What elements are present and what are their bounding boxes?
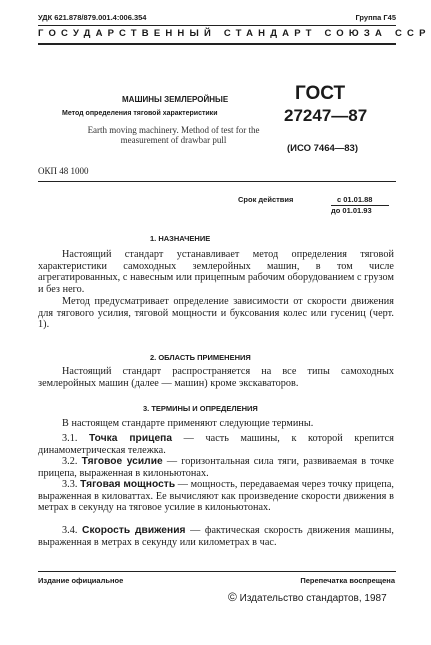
term-3-4-definition: — фактическая скорость движения машины, выраженная в метрах в секунду или километрах в час. [38, 525, 395, 548]
section-3-title: 3. ТЕРМИНЫ И ОПРЕДЕЛЕНИЯ [143, 404, 258, 413]
gost-label: ГОСТ [295, 83, 346, 104]
copyright [228, 590, 387, 604]
reprint-notice: Перепечатка воспрещена [300, 576, 395, 585]
gos-standard-banner: ГОСУДАРСТВЕННЫЙ СТАНДАРТ СОЮЗА ССР [38, 28, 431, 39]
term-3-1-definition: — часть машины, к которой крепится динамометрическая тележка. [38, 433, 394, 456]
copyright-icon: © [228, 590, 237, 604]
validity-to: до 01.01.93 [331, 206, 372, 215]
okp-code: ОКП 48 1000 [38, 166, 89, 176]
term-3-3-name: Тяговая мощность [80, 479, 176, 490]
method-title-ru: Метод определения тяговой характеристики [62, 110, 218, 117]
term-3-1 [38, 433, 394, 456]
copyright-text: Издательство стандартов, 1987 [239, 593, 387, 604]
section-1-paragraph-1: Настоящий стандарт устанавливает метод определения тяговой характеристики самоходных землеройных машин, в том числе агрегатированных, с навесным или прицепным рабочим оборудованием с грузом и без него. [38, 249, 394, 295]
section-2-title: 2. ОБЛАСТЬ ПРИМЕНЕНИЯ [150, 353, 251, 362]
header-rule-bottom [38, 43, 396, 45]
udk-code: УДК 621.878/879.001.4:006.354 [38, 13, 147, 22]
section-1-paragraph-2: Метод предусматривает определение зависимости от скорости движения для тягового усилия, тяговой мощности и буксования колес или гусениц (черт. 1). [38, 296, 394, 331]
group-code: Группа Г45 [355, 13, 396, 22]
term-3-2-number: 3.2. [62, 456, 78, 467]
validity-from: с 01.01.88 [337, 195, 373, 204]
term-3-4-number: 3.4. [62, 525, 78, 536]
gost-number: 27247—87 [284, 106, 368, 125]
term-3-3 [38, 479, 394, 514]
document-title: МАШИНЫ ЗЕМЛЕРОЙНЫЕ [122, 95, 229, 104]
section-1-title: 1. НАЗНАЧЕНИЕ [150, 234, 211, 243]
section-2-paragraph-1: Настоящий стандарт распространяется на все типы самоходных землеройных машин (далее — машин) кроме экскаваторов. [38, 366, 394, 389]
title-rule [38, 181, 396, 182]
validity-label: Срок действия [238, 195, 294, 204]
term-3-3-number: 3.3. [62, 479, 78, 490]
term-3-4 [38, 525, 394, 548]
term-3-4-name: Скорость движения [82, 525, 186, 536]
term-3-1-name: Точка прицепа [89, 433, 173, 444]
term-3-2-definition: — горизонтальная сила тяги, развиваемая в точке прицепа, выраженная в килоньютонах. [38, 456, 394, 479]
term-3-1-number: 3.1. [62, 433, 78, 444]
iso-reference: (ИСО 7464—83) [287, 143, 359, 154]
footer-rule [38, 571, 396, 572]
term-3-2-name: Тяговое усилие [81, 456, 163, 467]
section-3-intro: В настоящем стандарте применяют следующие термины. [62, 418, 314, 429]
header-rule-top [38, 25, 396, 26]
method-title-en: Earth moving machinery. Method of test for the measurement of drawbar pull [87, 125, 260, 145]
official-edition: Издание официальное [38, 576, 124, 585]
term-3-3-definition: — мощность, передаваемая через точку прицепа, выраженная в киловаттах. Ее вычисляют как произведение скорости движения в метрах в секунду на тяговое усилие в килоньютонах. [38, 479, 394, 514]
term-3-2 [38, 456, 394, 479]
